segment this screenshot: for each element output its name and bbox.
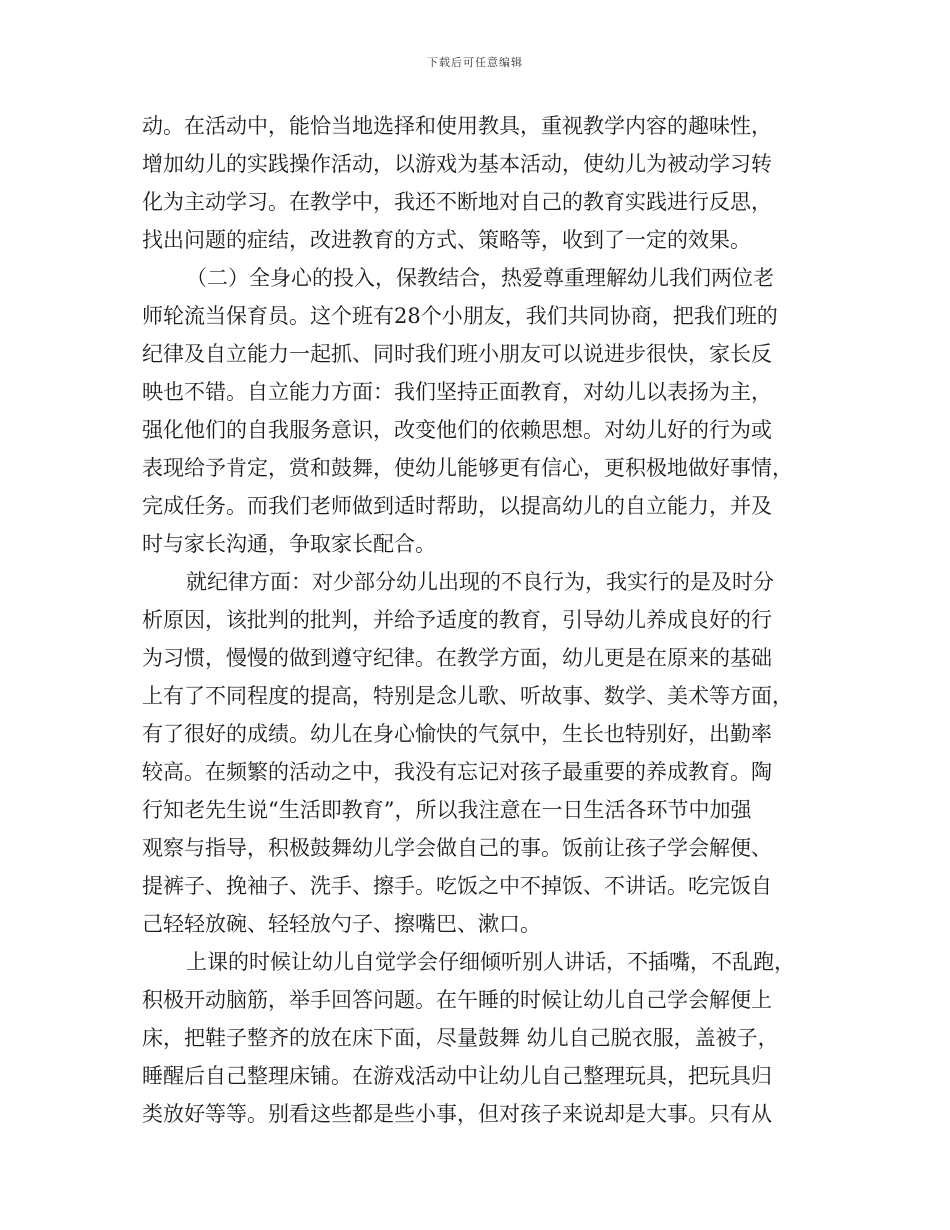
text-line: 有了很好的成绩。幼儿在身心愉快的气氛中，生长也特别好，出勤率 [142, 722, 772, 746]
text-line: 床，把鞋子整齐的放在床下面，尽量鼓舞 幼儿自己脱衣服，盖被子， [142, 1026, 779, 1050]
page-header: 下载后可任意编辑 [427, 56, 523, 69]
text-line: 睡醒后自己整理床铺。在游戏活动中让幼儿自己整理玩具，把玩具归 [142, 1064, 772, 1088]
text-line: 师轮流当保育员。这个班有28个小朋友，我们共同协商，把我们班的 [142, 304, 778, 328]
text-line: （二）全身心的投入，保教结合，热爱尊重理解幼儿我们两位老 [186, 266, 774, 290]
text-line: 类放好等等。别看这些都是些小事，但对孩子来说却是大事。只有从 [142, 1102, 772, 1126]
text-line: 增加幼儿的实践操作活动，以游戏为基本活动，使幼儿为被动学习转 [142, 152, 772, 176]
text-line: 时与家长沟通，争取家长配合。 [142, 532, 436, 556]
text-line: 积极开动脑筋，举手回答问题。在午睡的时候让幼儿自己学会解便上 [142, 988, 772, 1012]
text-line: 化为主动学习。在教学中，我还不断地对自己的教育实践进行反思， [142, 190, 772, 214]
text-line: 纪律及自立能力一起抓、同时我们班小朋友可以说进步很快，家长反 [142, 342, 772, 366]
text-line: 较高。在频繁的活动之中，我没有忘记对孩子最重要的养成教育。陶 [142, 760, 772, 784]
text-line: 提裤子、挽袖子、洗手、擦手。吃饭之中不掉饭、不讲话。吃完饭自 [142, 874, 772, 898]
text-line: 强化他们的自我服务意识，改变他们的依赖思想。对幼儿好的行为或 [142, 418, 772, 442]
text-line: 上有了不同程度的提高，特别是念儿歌、听故事、数学、美术等方面， [142, 684, 793, 708]
document-body [142, 107, 810, 1133]
text-line: 上课的时候让幼儿自觉学会仔细倾听别人讲话，不插嘴，不乱跑， [186, 950, 795, 974]
text-line: 找出问题的症结，改进教育的方式、策略等，收到了一定的效果。 [142, 228, 751, 252]
text-line: 为习惯，慢慢的做到遵守纪律。在教学方面，幼儿更是在原来的基础 [142, 646, 772, 670]
text-line: 动。在活动中，能恰当地选择和使用教具，重视教学内容的趣味性， [142, 114, 772, 138]
text-line: 表现给予肯定，赏和鼓舞，使幼儿能够更有信心，更积极地做好事情， [142, 456, 793, 480]
text-line: 就纪律方面：对少部分幼儿出现的不良行为，我实行的是及时分 [186, 570, 774, 594]
text-line: 己轻轻放碗、轻轻放勺子、擦嘴巴、漱口。 [142, 912, 541, 936]
text-line: 映也不错。自立能力方面：我们坚持正面教育，对幼儿以表扬为主， [142, 380, 772, 404]
text-line: 行知老先生说“生活即教育”，所以我注意在一日生活各环节中加强 [142, 798, 752, 822]
text-line: 观察与指导，积极鼓舞幼儿学会做自己的事。饭前让孩子学会解便、 [142, 836, 772, 860]
text-line: 完成任务。而我们老师做到适时帮助，以提高幼儿的自立能力，并及 [142, 494, 772, 518]
text-line: 析原因，该批判的批判，并给予适度的教育，引导幼儿养成良好的行 [142, 608, 772, 632]
